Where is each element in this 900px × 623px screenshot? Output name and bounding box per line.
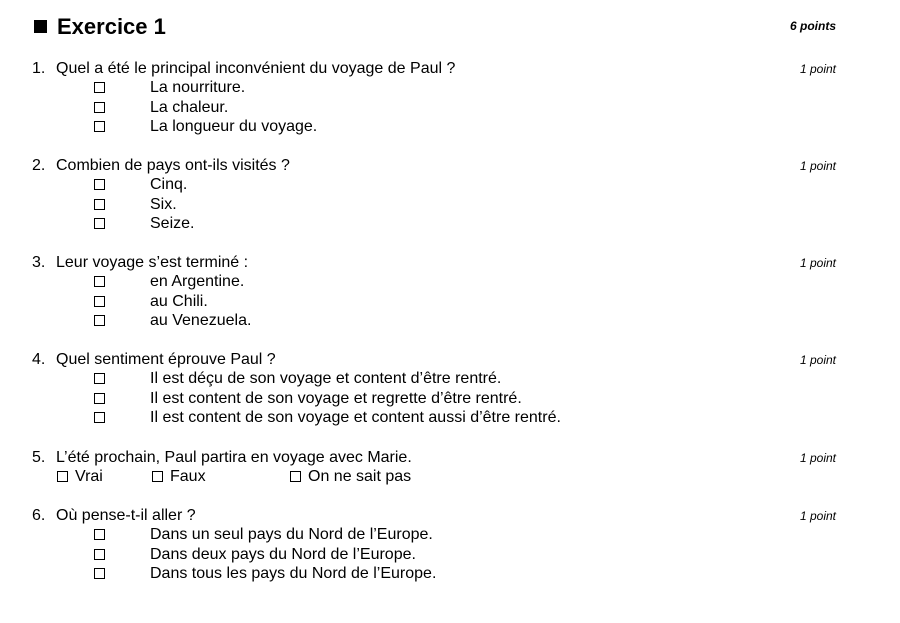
answer-option[interactable] bbox=[32, 408, 836, 428]
question-points: 1 point bbox=[799, 159, 836, 173]
checkbox[interactable] bbox=[94, 549, 105, 560]
answer-option-label: Il est déçu de son voyage et content d’être rentré. bbox=[150, 370, 502, 387]
answer-option-label: Cinq. bbox=[150, 176, 188, 193]
checkbox[interactable] bbox=[94, 218, 105, 229]
answer-option-label: en Argentine. bbox=[150, 273, 245, 290]
answer-option[interactable] bbox=[32, 311, 836, 331]
checkbox[interactable] bbox=[94, 121, 105, 132]
answer-option-label: La nourriture. bbox=[150, 79, 246, 96]
checkbox[interactable] bbox=[152, 471, 163, 482]
answer-option[interactable] bbox=[32, 175, 836, 195]
checkbox[interactable] bbox=[94, 199, 105, 210]
exercise-title: Exercice 1 bbox=[57, 14, 166, 39]
question-points: 1 point bbox=[799, 353, 836, 367]
checkbox[interactable] bbox=[94, 412, 105, 423]
answer-option[interactable] bbox=[32, 195, 836, 215]
exercise-total-points: 6 points bbox=[789, 19, 836, 33]
answer-option-label: Six. bbox=[150, 195, 177, 213]
question-number: 5. bbox=[32, 449, 46, 466]
answer-option-label: La chaleur. bbox=[150, 98, 229, 116]
question-number: 1. bbox=[32, 60, 46, 77]
question-text: Leur voyage s’est terminé : bbox=[56, 254, 249, 271]
answer-option-label: Dans tous les pays du Nord de l’Europe. bbox=[150, 565, 437, 582]
checkbox[interactable] bbox=[94, 276, 105, 287]
question-number: 6. bbox=[32, 507, 46, 524]
answer-option[interactable] bbox=[32, 369, 836, 389]
answer-option[interactable] bbox=[32, 292, 836, 312]
question-points: 1 point bbox=[799, 509, 836, 523]
question-text: Combien de pays ont-ils visités ? bbox=[56, 157, 290, 174]
answer-option-label: Faux bbox=[170, 468, 206, 485]
question-text: Où pense-t-il aller ? bbox=[56, 507, 196, 524]
question-text: L’été prochain, Paul partira en voyage avec Marie. bbox=[56, 449, 412, 466]
answer-option[interactable] bbox=[32, 525, 836, 545]
answer-options-row bbox=[32, 467, 836, 487]
answer-option[interactable] bbox=[32, 214, 836, 234]
exercise-header bbox=[34, 12, 836, 42]
answer-option[interactable] bbox=[32, 98, 836, 118]
answer-option-label: Vrai bbox=[75, 468, 103, 485]
question-number: 4. bbox=[32, 351, 46, 368]
answer-option[interactable] bbox=[32, 78, 836, 98]
question-points: 1 point bbox=[799, 62, 836, 76]
answer-option-label: Il est content de son voyage et regrette d’être rentré. bbox=[150, 389, 522, 407]
checkbox[interactable] bbox=[94, 568, 105, 579]
checkbox[interactable] bbox=[94, 82, 105, 93]
question-5 bbox=[32, 448, 836, 487]
checkbox[interactable] bbox=[94, 529, 105, 540]
question-number: 2. bbox=[32, 157, 46, 174]
checkbox[interactable] bbox=[94, 393, 105, 404]
answer-option-label: au Venezuela. bbox=[150, 312, 252, 329]
answer-option[interactable] bbox=[32, 545, 836, 565]
answer-option[interactable] bbox=[32, 117, 836, 137]
question-text: Quel sentiment éprouve Paul ? bbox=[56, 351, 276, 368]
checkbox[interactable] bbox=[290, 471, 301, 482]
checkbox[interactable] bbox=[94, 179, 105, 190]
answer-option-label: Dans un seul pays du Nord de l’Europe. bbox=[150, 526, 433, 543]
answer-option[interactable] bbox=[32, 272, 836, 292]
checkbox[interactable] bbox=[94, 102, 105, 113]
question-1 bbox=[32, 59, 836, 137]
answer-option-label: On ne sait pas bbox=[308, 468, 412, 485]
question-number: 3. bbox=[32, 254, 46, 271]
question-3 bbox=[32, 253, 836, 331]
answer-option-label: La longueur du voyage. bbox=[150, 118, 318, 135]
question-points: 1 point bbox=[799, 451, 836, 465]
answer-option-label: au Chili. bbox=[150, 292, 208, 310]
question-6 bbox=[32, 506, 836, 584]
question-points: 1 point bbox=[799, 256, 836, 270]
answer-option-label: Dans deux pays du Nord de l’Europe. bbox=[150, 545, 416, 563]
question-2 bbox=[32, 156, 836, 234]
checkbox[interactable] bbox=[94, 296, 105, 307]
answer-option[interactable] bbox=[32, 389, 836, 409]
question-text: Quel a été le principal inconvénient du voyage de Paul ? bbox=[56, 60, 456, 77]
answer-option-label: Seize. bbox=[150, 215, 195, 232]
checkbox[interactable] bbox=[94, 315, 105, 326]
square-bullet-icon bbox=[34, 20, 47, 33]
checkbox[interactable] bbox=[57, 471, 68, 482]
answer-option[interactable] bbox=[32, 564, 836, 584]
checkbox[interactable] bbox=[94, 373, 105, 384]
question-4 bbox=[32, 350, 836, 428]
answer-option-label: Il est content de son voyage et content aussi d’être rentré. bbox=[150, 409, 561, 426]
